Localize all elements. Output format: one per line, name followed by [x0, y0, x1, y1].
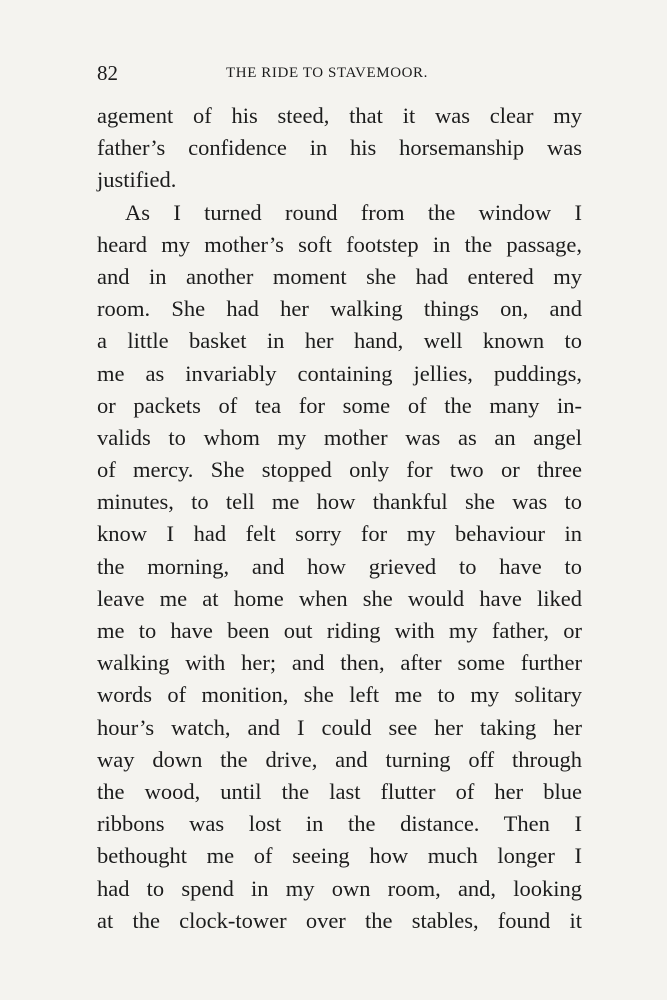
text-line: agement of his steed, that it was clear my — [97, 103, 582, 128]
body-text — [97, 100, 582, 937]
text-line: me as invariably containing jellies, puddings, — [97, 360, 582, 386]
text-line: father’s confidence in his horsemanship was — [97, 135, 582, 161]
running-title: THE RIDE TO STAVEMOOR. — [226, 65, 429, 81]
text-line: hour’s watch, and I could see her taking her — [97, 714, 582, 740]
text-line: minutes, to tell me how thankful she was to — [97, 489, 582, 515]
text-line: had to spend in my own room, and, looking — [97, 875, 582, 901]
text-line: As I turned round from the window I — [125, 199, 582, 225]
text-line: me to have been out riding with my father, or — [97, 618, 582, 643]
text-line: walking with her; and then, after some further — [97, 650, 582, 676]
text-line: or packets of tea for some of the many in- — [97, 392, 582, 418]
text-line: at the clock-tower over the stables, found it — [97, 907, 582, 933]
text-line: valids to whom my mother was as an angel — [97, 424, 582, 450]
text-line: know I had felt sorry for my behaviour in — [97, 521, 582, 547]
text-line: way down the drive, and turning off through — [97, 746, 582, 772]
text-line: the wood, until the last flutter of her blue — [97, 778, 582, 804]
text-line: the morning, and how grieved to have to — [97, 553, 582, 579]
page-number: 82 — [97, 61, 118, 85]
text-line: a little basket in her hand, well known to — [97, 328, 582, 354]
text-line: justified. — [97, 167, 177, 193]
text-line: room. She had her walking things on, and — [97, 296, 582, 322]
text-line: and in another moment she had entered my — [97, 263, 582, 289]
text-line: words of monition, she left me to my solitary — [97, 682, 582, 708]
text-line: leave me at home when she would have liked — [97, 585, 582, 611]
text-line: heard my mother’s soft footstep in the passage, — [97, 231, 582, 257]
text-line: of mercy. She stopped only for two or three — [97, 457, 582, 483]
text-line: bethought me of seeing how much longer I — [97, 843, 582, 869]
text-line: ribbons was lost in the distance. Then I — [97, 811, 582, 837]
